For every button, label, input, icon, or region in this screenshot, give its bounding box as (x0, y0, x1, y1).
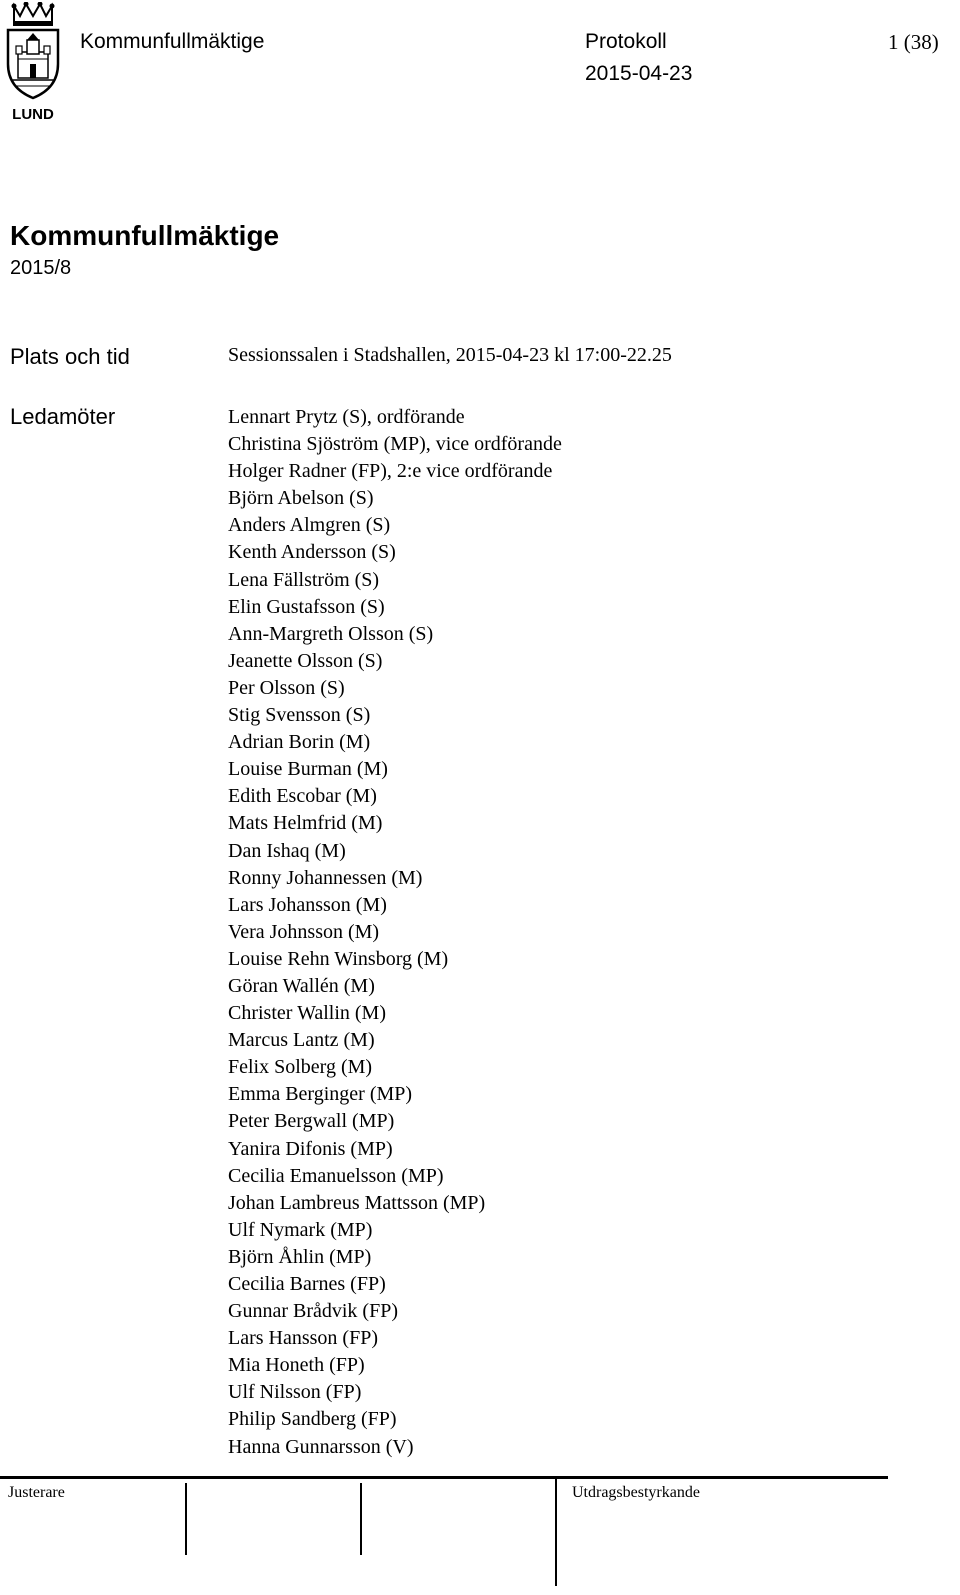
footer-utdragsbestyrkande-label: Utdragsbestyrkande (572, 1484, 700, 1501)
member-list-item: Vera Johnsson (M) (228, 920, 380, 943)
signature-box-divider (360, 1483, 362, 1555)
member-list-item: Ann-Margreth Olsson (S) (228, 622, 434, 645)
member-list-item: Lars Hansson (FP) (228, 1327, 378, 1350)
place-and-time-value: Sessionssalen i Stadshallen, 2015-04-23 kl 17:00-22.25 (228, 344, 672, 366)
lund-coat-of-arms-logo (4, 2, 62, 124)
signature-box-divider (555, 1476, 557, 1586)
members-list (228, 404, 562, 1461)
member-list-item: Björn Abelson (S) (228, 487, 374, 510)
member-list-item: Yanira Difonis (MP) (228, 1137, 393, 1160)
member-list-item: Mats Helmfrid (M) (228, 812, 383, 835)
member-list-item: Ulf Nymark (MP) (228, 1218, 373, 1241)
header-date: 2015-04-23 (585, 62, 693, 85)
member-list-item: Adrian Borin (M) (228, 731, 371, 754)
member-list-item: Stig Svensson (S) (228, 704, 371, 727)
place-and-time-label: Plats och tid (10, 344, 130, 369)
member-list-item: Cecilia Emanuelsson (MP) (228, 1164, 444, 1187)
member-list-item: Peter Bergwall (MP) (228, 1110, 395, 1133)
member-list-item: Ulf Nilsson (FP) (228, 1381, 362, 1404)
member-list-item: Gunnar Brådvik (FP) (228, 1300, 398, 1323)
member-list-item: Per Olsson (S) (228, 676, 345, 699)
member-list-item: Christer Wallin (M) (228, 1002, 386, 1025)
member-list-item: Felix Solberg (M) (228, 1056, 373, 1079)
member-list-item: Dan Ishaq (M) (228, 839, 346, 862)
member-list-item: Philip Sandberg (FP) (228, 1408, 397, 1431)
member-list-item: Björn Åhlin (MP) (228, 1245, 372, 1268)
member-list-item: Louise Burman (M) (228, 758, 388, 781)
member-list-item: Ronny Johannessen (M) (228, 866, 423, 889)
member-list-item: Johan Lambreus Mattsson (MP) (228, 1191, 486, 1214)
member-list-item: Mia Honeth (FP) (228, 1354, 365, 1377)
logo-text: LUND (12, 106, 54, 123)
header-document-type: Protokoll (585, 30, 667, 53)
member-list-item: Anders Almgren (S) (228, 514, 391, 537)
member-list-item: Edith Escobar (M) (228, 785, 377, 808)
member-list-item: Kenth Andersson (S) (228, 541, 396, 564)
header-organization: Kommunfullmäktige (80, 30, 265, 53)
signature-box-divider (185, 1483, 187, 1555)
footer-justerare-label: Justerare (8, 1484, 65, 1501)
member-list-item: Jeanette Olsson (S) (228, 649, 383, 672)
members-label: Ledamöter (10, 404, 116, 429)
page-subtitle: 2015/8 (10, 257, 72, 279)
member-list-item: Marcus Lantz (M) (228, 1029, 375, 1052)
member-list-item: Louise Rehn Winsborg (M) (228, 947, 449, 970)
footer-divider (0, 1476, 888, 1479)
member-list-item: Cecilia Barnes (FP) (228, 1273, 386, 1295)
member-list-item: Holger Radner (FP), 2:e vice ordförande (228, 460, 553, 483)
member-list-item: Göran Wallén (M) (228, 974, 375, 997)
member-list-item: Lena Fällström (S) (228, 568, 380, 591)
header-page-number: 1 (38) (888, 30, 939, 54)
member-list-item: Christina Sjöström (MP), vice ordförande (228, 433, 562, 456)
page-title: Kommunfullmäktige (10, 220, 280, 251)
member-list-item: Hanna Gunnarsson (V) (228, 1435, 414, 1458)
member-list-item: Lars Johansson (M) (228, 893, 387, 916)
member-list-item: Elin Gustafsson (S) (228, 595, 385, 618)
member-list-item: Lennart Prytz (S), ordförande (228, 406, 465, 428)
member-list-item: Emma Berginger (MP) (228, 1083, 413, 1106)
